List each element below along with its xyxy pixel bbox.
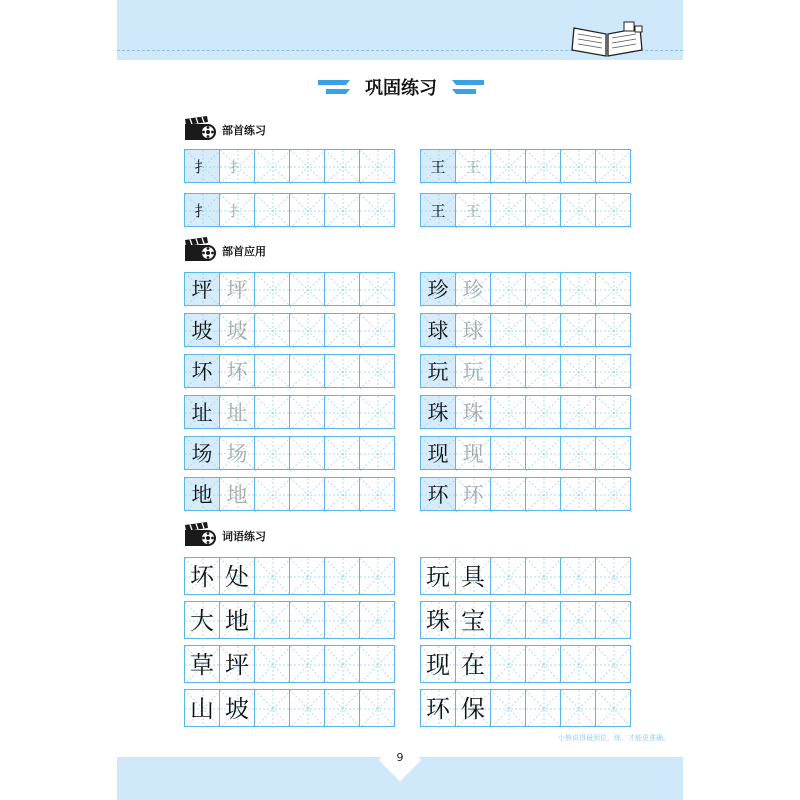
model-character: 址 xyxy=(191,401,213,425)
writing-cell xyxy=(219,436,255,470)
writing-cell xyxy=(420,601,456,639)
writing-cell[interactable] xyxy=(525,689,561,727)
practice-row-left xyxy=(184,477,394,511)
writing-cell[interactable] xyxy=(324,313,360,347)
writing-cell[interactable] xyxy=(595,313,631,347)
writing-cell[interactable] xyxy=(324,557,360,595)
writing-cell xyxy=(455,557,491,595)
model-character: 保 xyxy=(461,695,485,723)
writing-cell[interactable] xyxy=(254,436,290,470)
practice-row-left xyxy=(184,436,394,470)
writing-cell xyxy=(420,193,456,227)
writing-cell[interactable] xyxy=(525,193,561,227)
writing-cell xyxy=(420,436,456,470)
writing-cell xyxy=(455,436,491,470)
model-character: 球 xyxy=(427,319,449,343)
writing-cell xyxy=(184,193,220,227)
writing-cell xyxy=(455,395,491,429)
writing-cell[interactable] xyxy=(525,313,561,347)
practice-row-left xyxy=(184,272,394,306)
section-label: 部首练习 xyxy=(222,124,266,137)
model-character: 珠 xyxy=(426,607,450,635)
writing-cell[interactable] xyxy=(289,645,325,683)
writing-cell[interactable] xyxy=(254,149,290,183)
practice-row-right xyxy=(420,557,630,595)
writing-cell xyxy=(455,193,491,227)
trace-character: 坡 xyxy=(226,319,248,343)
practice-row-right xyxy=(420,395,630,429)
model-character: 处 xyxy=(225,563,249,591)
writing-cell xyxy=(184,149,220,183)
film-clapper-icon xyxy=(184,116,216,146)
writing-cell[interactable] xyxy=(525,557,561,595)
writing-cell xyxy=(184,395,220,429)
writing-cell[interactable] xyxy=(324,193,360,227)
writing-cell[interactable] xyxy=(289,689,325,727)
writing-cell[interactable] xyxy=(525,645,561,683)
model-character: 珍 xyxy=(427,278,449,302)
writing-cell[interactable] xyxy=(359,272,395,306)
model-character: 具 xyxy=(461,563,485,591)
model-character: 王 xyxy=(430,158,446,176)
writing-cell[interactable] xyxy=(289,313,325,347)
practice-row-right xyxy=(420,313,630,347)
writing-cell[interactable] xyxy=(359,477,395,511)
writing-cell[interactable] xyxy=(324,601,360,639)
writing-cell xyxy=(219,689,255,727)
trace-character: 扌 xyxy=(229,158,245,176)
writing-cell[interactable] xyxy=(595,395,631,429)
writing-cell xyxy=(420,149,456,183)
writing-cell[interactable] xyxy=(324,354,360,388)
writing-cell xyxy=(455,689,491,727)
writing-cell[interactable] xyxy=(490,689,526,727)
film-clapper-icon xyxy=(184,522,216,552)
writing-cell[interactable] xyxy=(254,313,290,347)
writing-cell[interactable] xyxy=(359,689,395,727)
writing-cell[interactable] xyxy=(490,557,526,595)
writing-cell xyxy=(184,645,220,683)
writing-cell[interactable] xyxy=(324,149,360,183)
writing-cell[interactable] xyxy=(490,645,526,683)
writing-cell[interactable] xyxy=(595,354,631,388)
writing-cell[interactable] xyxy=(525,601,561,639)
writing-cell[interactable] xyxy=(525,354,561,388)
trace-character: 王 xyxy=(465,158,481,176)
writing-cell xyxy=(420,477,456,511)
writing-cell[interactable] xyxy=(560,436,596,470)
writing-cell xyxy=(184,272,220,306)
model-character: 玩 xyxy=(426,563,450,591)
writing-cell[interactable] xyxy=(324,477,360,511)
writing-cell[interactable] xyxy=(525,477,561,511)
footer-note: 小熊说得最到位，练、才能更准确。 xyxy=(558,734,670,742)
model-character: 草 xyxy=(190,651,214,679)
trace-character: 坪 xyxy=(226,278,248,302)
writing-cell[interactable] xyxy=(359,436,395,470)
writing-cell xyxy=(219,395,255,429)
writing-cell xyxy=(184,557,220,595)
writing-cell[interactable] xyxy=(359,557,395,595)
writing-cell xyxy=(420,645,456,683)
trace-character: 珍 xyxy=(462,278,484,302)
writing-cell[interactable] xyxy=(289,149,325,183)
writing-cell[interactable] xyxy=(560,477,596,511)
writing-cell[interactable] xyxy=(595,436,631,470)
writing-cell[interactable] xyxy=(359,149,395,183)
writing-cell[interactable] xyxy=(595,477,631,511)
trace-character: 坏 xyxy=(226,360,248,384)
writing-cell xyxy=(455,149,491,183)
model-character: 在 xyxy=(461,651,485,679)
writing-cell[interactable] xyxy=(490,313,526,347)
writing-cell xyxy=(219,477,255,511)
model-character: 坪 xyxy=(191,278,213,302)
writing-cell xyxy=(455,477,491,511)
writing-cell[interactable] xyxy=(560,313,596,347)
practice-row-left xyxy=(184,601,394,639)
model-character: 现 xyxy=(427,442,449,466)
practice-row-left xyxy=(184,395,394,429)
writing-cell[interactable] xyxy=(560,149,596,183)
practice-row-right xyxy=(420,354,630,388)
writing-cell xyxy=(219,354,255,388)
practice-row-left xyxy=(184,645,394,683)
writing-cell xyxy=(455,645,491,683)
writing-cell[interactable] xyxy=(490,477,526,511)
writing-cell[interactable] xyxy=(595,149,631,183)
writing-cell xyxy=(455,354,491,388)
writing-cell[interactable] xyxy=(490,149,526,183)
writing-cell xyxy=(420,313,456,347)
writing-cell xyxy=(219,601,255,639)
writing-cell[interactable] xyxy=(254,477,290,511)
model-character: 宝 xyxy=(461,607,485,635)
model-character: 坏 xyxy=(191,360,213,384)
writing-cell[interactable] xyxy=(525,395,561,429)
practice-row-right xyxy=(420,193,630,227)
model-character: 坪 xyxy=(225,651,249,679)
writing-cell[interactable] xyxy=(490,601,526,639)
trace-character: 王 xyxy=(465,202,481,220)
writing-cell[interactable] xyxy=(359,395,395,429)
practice-row-right xyxy=(420,601,630,639)
writing-cell[interactable] xyxy=(490,395,526,429)
writing-cell[interactable] xyxy=(490,272,526,306)
writing-cell xyxy=(219,193,255,227)
section-label: 部首应用 xyxy=(222,245,266,258)
model-character: 大 xyxy=(190,607,214,635)
left-stripe-icon xyxy=(316,72,352,100)
writing-cell[interactable] xyxy=(595,272,631,306)
writing-cell xyxy=(455,313,491,347)
model-character: 玩 xyxy=(427,360,449,384)
writing-cell[interactable] xyxy=(254,193,290,227)
model-character: 坡 xyxy=(225,695,249,723)
practice-row-left xyxy=(184,557,394,595)
model-character: 扌 xyxy=(194,158,210,176)
writing-cell[interactable] xyxy=(490,354,526,388)
film-clapper-icon xyxy=(184,237,216,267)
practice-row-left xyxy=(184,149,394,183)
writing-cell[interactable] xyxy=(595,557,631,595)
trace-character: 扌 xyxy=(229,202,245,220)
writing-cell[interactable] xyxy=(560,689,596,727)
writing-cell[interactable] xyxy=(490,436,526,470)
writing-cell[interactable] xyxy=(490,193,526,227)
model-character: 坡 xyxy=(191,319,213,343)
trace-character: 玩 xyxy=(462,360,484,384)
trace-character: 场 xyxy=(226,442,248,466)
writing-cell[interactable] xyxy=(359,313,395,347)
writing-cell[interactable] xyxy=(254,354,290,388)
writing-cell[interactable] xyxy=(595,645,631,683)
writing-cell xyxy=(184,354,220,388)
writing-cell xyxy=(420,272,456,306)
writing-cell[interactable] xyxy=(359,645,395,683)
practice-row-right xyxy=(420,477,630,511)
writing-cell xyxy=(219,557,255,595)
model-character: 扌 xyxy=(194,202,210,220)
writing-cell[interactable] xyxy=(289,601,325,639)
open-book-icon xyxy=(568,20,648,64)
practice-row-right xyxy=(420,689,630,727)
model-character: 地 xyxy=(225,607,249,635)
writing-cell[interactable] xyxy=(289,193,325,227)
writing-cell[interactable] xyxy=(324,689,360,727)
writing-cell[interactable] xyxy=(289,477,325,511)
writing-cell[interactable] xyxy=(560,272,596,306)
model-character: 珠 xyxy=(427,401,449,425)
writing-cell[interactable] xyxy=(560,645,596,683)
writing-cell[interactable] xyxy=(595,601,631,639)
model-character: 现 xyxy=(426,651,450,679)
writing-cell[interactable] xyxy=(289,354,325,388)
trace-character: 环 xyxy=(462,483,484,507)
writing-cell xyxy=(420,557,456,595)
practice-row-left xyxy=(184,689,394,727)
writing-cell[interactable] xyxy=(289,557,325,595)
writing-cell xyxy=(184,313,220,347)
practice-row-left xyxy=(184,354,394,388)
model-character: 坏 xyxy=(190,563,214,591)
trace-character: 珠 xyxy=(462,401,484,425)
writing-cell[interactable] xyxy=(525,436,561,470)
practice-row-left xyxy=(184,313,394,347)
writing-cell xyxy=(420,689,456,727)
model-character: 环 xyxy=(427,483,449,507)
trace-character: 地 xyxy=(226,483,248,507)
writing-cell[interactable] xyxy=(595,689,631,727)
writing-cell[interactable] xyxy=(289,436,325,470)
writing-cell[interactable] xyxy=(359,601,395,639)
model-character: 王 xyxy=(430,202,446,220)
section-label: 词语练习 xyxy=(222,530,266,543)
writing-cell xyxy=(184,436,220,470)
page-number: 9 xyxy=(396,751,404,764)
writing-cell[interactable] xyxy=(560,354,596,388)
writing-cell xyxy=(219,313,255,347)
writing-cell xyxy=(184,477,220,511)
writing-cell[interactable] xyxy=(324,436,360,470)
writing-cell[interactable] xyxy=(359,193,395,227)
trace-character: 址 xyxy=(226,401,248,425)
model-character: 场 xyxy=(191,442,213,466)
model-character: 环 xyxy=(426,695,450,723)
writing-cell[interactable] xyxy=(254,689,290,727)
page-title: 巩固练习 xyxy=(365,78,437,99)
writing-cell[interactable] xyxy=(560,193,596,227)
right-stripe-icon xyxy=(450,72,486,100)
writing-cell[interactable] xyxy=(289,395,325,429)
writing-cell xyxy=(184,689,220,727)
writing-cell xyxy=(184,601,220,639)
writing-cell[interactable] xyxy=(254,395,290,429)
writing-cell[interactable] xyxy=(254,601,290,639)
model-character: 地 xyxy=(191,483,213,507)
writing-cell[interactable] xyxy=(254,645,290,683)
writing-cell[interactable] xyxy=(560,601,596,639)
model-character: 山 xyxy=(190,695,214,723)
writing-cell xyxy=(219,272,255,306)
writing-cell[interactable] xyxy=(595,193,631,227)
practice-row-right xyxy=(420,436,630,470)
practice-row-left xyxy=(184,193,394,227)
writing-cell[interactable] xyxy=(254,272,290,306)
writing-cell[interactable] xyxy=(254,557,290,595)
writing-cell xyxy=(219,149,255,183)
practice-row-right xyxy=(420,645,630,683)
writing-cell[interactable] xyxy=(560,395,596,429)
trace-character: 现 xyxy=(462,442,484,466)
writing-cell xyxy=(455,272,491,306)
writing-cell[interactable] xyxy=(324,645,360,683)
trace-character: 球 xyxy=(462,319,484,343)
writing-cell[interactable] xyxy=(359,354,395,388)
writing-cell xyxy=(420,354,456,388)
writing-cell xyxy=(219,645,255,683)
writing-cell[interactable] xyxy=(525,149,561,183)
writing-cell xyxy=(455,601,491,639)
writing-cell[interactable] xyxy=(324,395,360,429)
writing-cell xyxy=(420,395,456,429)
title-block xyxy=(316,72,486,106)
writing-cell[interactable] xyxy=(289,272,325,306)
practice-row-right xyxy=(420,149,630,183)
writing-cell[interactable] xyxy=(560,557,596,595)
practice-row-right xyxy=(420,272,630,306)
writing-cell[interactable] xyxy=(324,272,360,306)
writing-cell[interactable] xyxy=(525,272,561,306)
